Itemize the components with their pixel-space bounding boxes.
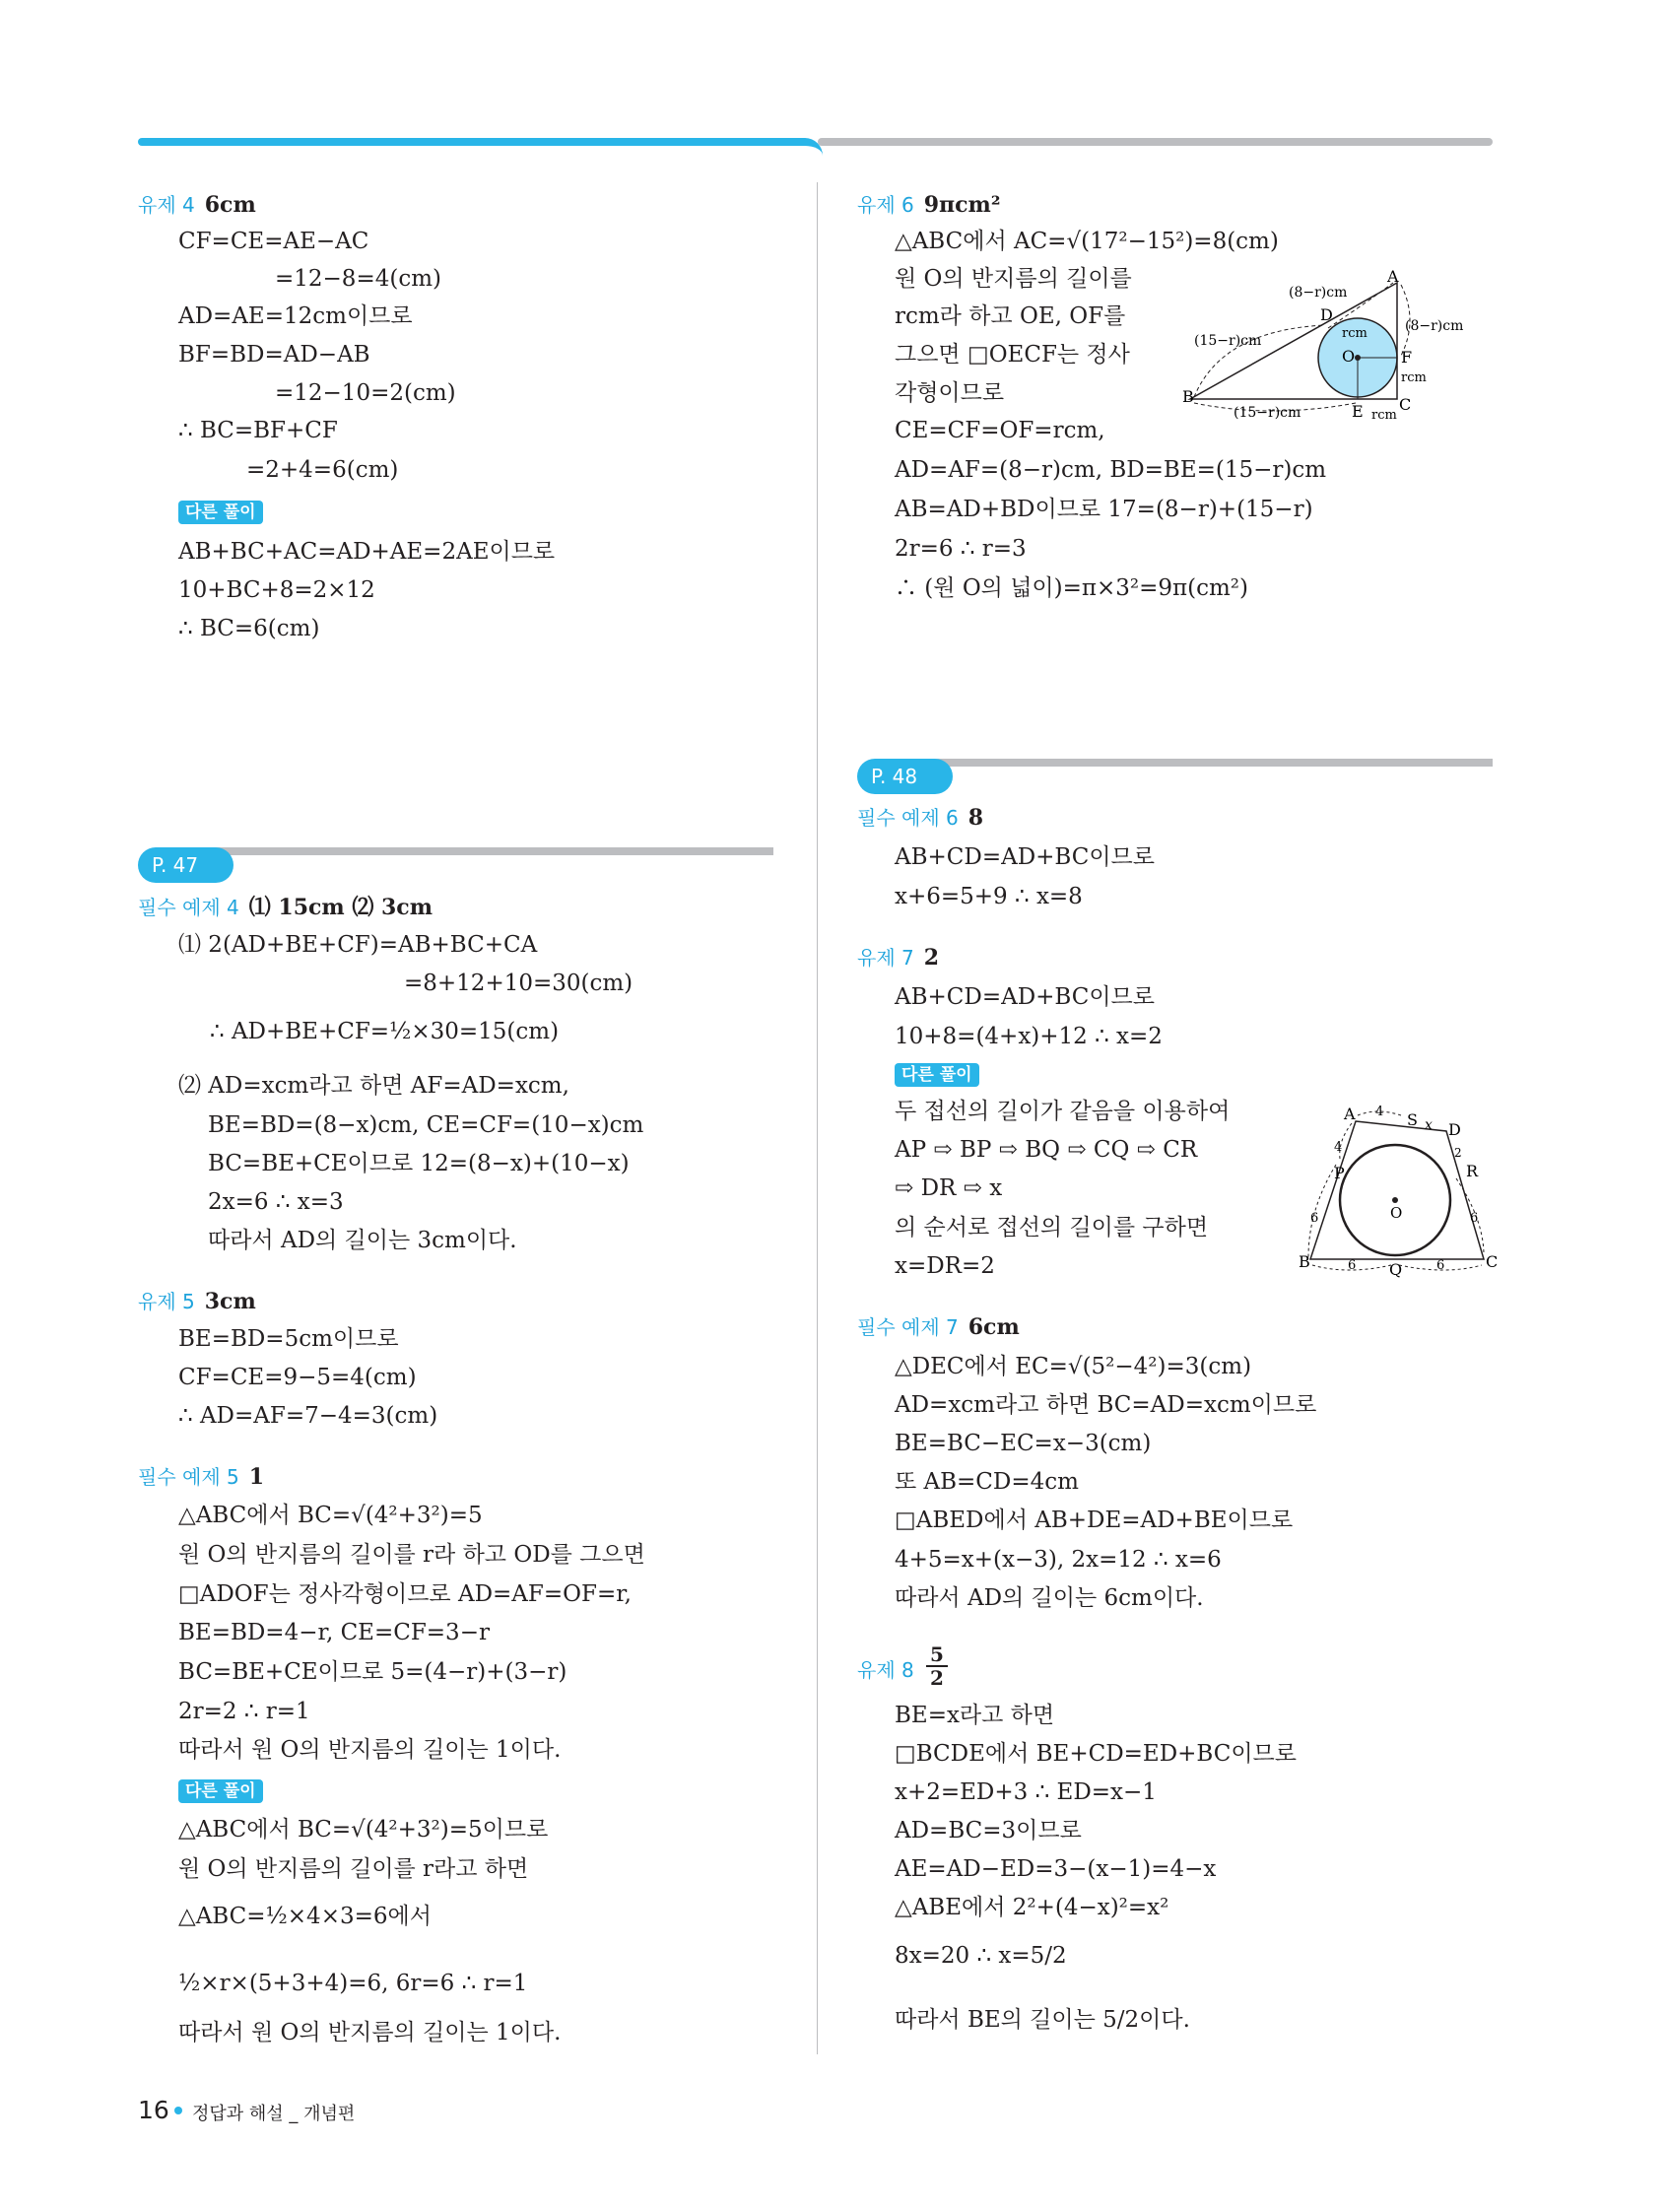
solution-line: =8+12+10=30(cm) — [404, 971, 634, 996]
length-label: (15−r)cm — [1234, 405, 1301, 421]
vertex-label: A — [1387, 267, 1399, 286]
length-label: x — [1425, 1117, 1433, 1133]
page-tab-p48: P. 48 — [857, 759, 953, 794]
pilsu5-answer: 1 — [248, 1464, 265, 1490]
pilsu4-label: 필수 예제 4 — [138, 896, 239, 919]
length-label: (15−r)cm — [1194, 333, 1262, 349]
fraction-denominator: 2 — [926, 1665, 948, 1689]
pilsu4-heading — [138, 893, 433, 922]
vertex-label: S — [1407, 1110, 1418, 1129]
solution-line: AB+CD=AD+BC이므로 — [895, 984, 1155, 1010]
solution-line: CF=CE=AE−AC — [178, 229, 369, 254]
footer-bullet-icon — [174, 2107, 182, 2114]
solution-line: BC=BE+CE이므로 5=(4−r)+(3−r) — [178, 1659, 567, 1685]
solution-line: ⇨ DR ⇨ x — [895, 1175, 1003, 1201]
vertex-label: R — [1466, 1162, 1479, 1180]
length-label: 4 — [1375, 1105, 1384, 1119]
solution-line: △ABE에서 2²+(4−x)²=x² — [895, 1895, 1169, 1920]
yuje6-label: 유제 6 — [857, 193, 914, 217]
solution-line: 그으면 □OECF는 정사 — [895, 342, 1130, 368]
yuje6-heading — [857, 190, 1000, 220]
solution-line: 따라서 AD의 길이는 3cm이다. — [208, 1228, 517, 1253]
header-bar-left — [138, 138, 808, 146]
page-tab-p47: P. 47 — [138, 847, 234, 883]
solution-line: □ABED에서 AB+DE=AD+BE이므로 — [895, 1508, 1294, 1533]
length-label: rcm — [1401, 370, 1427, 385]
vertex-label: B — [1299, 1252, 1310, 1271]
solution-line: ⑴ 2(AD+BE+CF)=AB+BC+CA — [178, 932, 538, 958]
section-rule — [916, 759, 1493, 767]
length-label: rcm — [1371, 408, 1397, 423]
yuje4-answer: 6cm — [204, 192, 256, 218]
vertex-label: E — [1352, 402, 1364, 421]
length-label: (8−r)cm — [1289, 285, 1348, 301]
solution-line: ∴ BC=6(cm) — [178, 616, 320, 641]
alt-solution-badge: 다른 풀이 — [178, 501, 263, 524]
right-triangle-incircle-figure — [1182, 267, 1478, 429]
solution-line: 2x=6 ∴ x=3 — [208, 1189, 344, 1215]
solution-line: BF=BD=AD−AB — [178, 342, 370, 368]
yuje7-label: 유제 7 — [857, 946, 914, 970]
solution-line: =12−10=2(cm) — [275, 380, 456, 406]
fraction-numerator: 5 — [930, 1642, 944, 1666]
solution-line: x+2=ED+3 ∴ ED=x−1 — [895, 1779, 1157, 1805]
vertex-label: D — [1320, 305, 1333, 324]
solution-line: BE=BD=4−r, CE=CF=3−r — [178, 1620, 490, 1645]
vertex-label: P — [1334, 1164, 1345, 1182]
vertex-label: A — [1344, 1105, 1356, 1123]
alt-solution-badge: 다른 풀이 — [178, 1779, 263, 1803]
pilsu5-label: 필수 예제 5 — [138, 1465, 239, 1489]
yuje5-heading — [138, 1287, 256, 1316]
header-bar-right — [818, 138, 1493, 146]
solution-line: 8x=20 ∴ x=5/2 — [895, 1943, 1067, 1969]
vertex-label: C — [1399, 395, 1412, 414]
length-label: rcm — [1342, 326, 1368, 341]
vertex-label: B — [1182, 387, 1194, 406]
length-label: 4 — [1334, 1140, 1343, 1155]
vertex-label: Q — [1389, 1260, 1403, 1279]
solution-line: AD=BC=3이므로 — [895, 1818, 1082, 1843]
length-label: 6 — [1470, 1211, 1479, 1226]
alt-solution-badge: 다른 풀이 — [895, 1063, 979, 1087]
yuje7-answer: 2 — [923, 945, 940, 971]
vertex-label: F — [1401, 348, 1413, 367]
yuje5-answer: 3cm — [204, 1289, 256, 1314]
yuje5-label: 유제 5 — [138, 1290, 195, 1313]
solution-line: AD=xcm라고 하면 BC=AD=xcm이므로 — [895, 1392, 1317, 1418]
yuje8-label: 유제 8 — [857, 1658, 914, 1682]
solution-line: 4+5=x+(x−3), 2x=12 ∴ x=6 — [895, 1547, 1222, 1573]
solution-line: =2+4=6(cm) — [246, 457, 399, 483]
pilsu6-label: 필수 예제 6 — [857, 806, 959, 830]
solution-line: AD=AF=(8−r)cm, BD=BE=(15−r)cm — [895, 457, 1327, 483]
solution-line: ∴ BC=BF+CF — [178, 418, 338, 443]
yuje8-heading — [857, 1655, 914, 1685]
solution-line: 따라서 원 O의 반지름의 길이는 1이다. — [178, 2020, 562, 2045]
length-label: 6 — [1310, 1211, 1319, 1226]
solution-line: AD=AE=12cm이므로 — [178, 303, 413, 329]
quadrilateral-incircle-figure — [1299, 1102, 1499, 1279]
solution-line: BC=BE+CE이므로 12=(8−x)+(10−x) — [208, 1151, 630, 1176]
solution-line: △ABC=½×4×3=6에서 — [178, 1904, 432, 1929]
solution-line: 두 접선의 길이가 같음을 이용하여 — [895, 1099, 1231, 1124]
solution-line: AB+CD=AD+BC이므로 — [895, 844, 1155, 870]
solution-line: 2r=6 ∴ r=3 — [895, 536, 1027, 562]
solution-line: 원 O의 반지름의 길이를 r라고 하면 — [178, 1856, 529, 1882]
solution-line: x+6=5+9 ∴ x=8 — [895, 884, 1083, 909]
solution-line: 10+8=(4+x)+12 ∴ x=2 — [895, 1024, 1163, 1049]
solution-line: □BCDE에서 BE+CD=ED+BC이므로 — [895, 1741, 1297, 1767]
pilsu7-answer: 6cm — [967, 1314, 1020, 1340]
solution-line: 10+BC+8=2×12 — [178, 577, 375, 603]
solution-line: AP ⇨ BP ⇨ BQ ⇨ CQ ⇨ CR — [895, 1137, 1198, 1163]
solution-line: AB+BC+AC=AD+AE=2AE이므로 — [178, 539, 556, 565]
column-divider — [817, 182, 818, 2054]
yuje7-heading — [857, 943, 939, 972]
solution-line: CE=CF=OF=rcm, — [895, 418, 1105, 443]
pilsu7-heading — [857, 1312, 1020, 1342]
solution-line: AE=AD−ED=3−(x−1)=4−x — [895, 1856, 1217, 1882]
solution-line: AB=AD+BD이므로 17=(8−r)+(15−r) — [895, 497, 1313, 522]
solution-line: =12−8=4(cm) — [275, 266, 441, 292]
section-rule — [197, 847, 773, 855]
length-label: 6 — [1436, 1258, 1445, 1273]
pilsu5-heading — [138, 1462, 264, 1492]
solution-line: BE=x라고 하면 — [895, 1703, 1055, 1728]
pilsu7-label: 필수 예제 7 — [857, 1315, 959, 1339]
solution-line: △ABC에서 BC=√(4²+3²)=5이므로 — [178, 1817, 549, 1843]
solution-line: x=DR=2 — [895, 1253, 995, 1279]
solution-line: BE=BD=5cm이므로 — [178, 1326, 399, 1352]
solution-line: △DEC에서 EC=√(5²−4²)=3(cm) — [895, 1354, 1252, 1379]
pilsu4-answer: ⑴ 15cm ⑵ 3cm — [248, 895, 433, 920]
solution-line: ∴ (원 O의 넓이)=π×3²=9π(cm²) — [895, 575, 1248, 601]
page-number: 16 — [138, 2096, 169, 2124]
length-label: 2 — [1454, 1146, 1462, 1160]
vertex-label: C — [1486, 1252, 1499, 1271]
yuje4-label: 유제 4 — [138, 193, 195, 217]
vertex-label: O — [1342, 347, 1356, 366]
center-o — [1355, 355, 1361, 361]
solution-line: △ABC에서 BC=√(4²+3²)=5 — [178, 1503, 483, 1528]
solution-line: ∴ AD=AF=7−4=3(cm) — [178, 1403, 438, 1429]
solution-line: 따라서 BE의 길이는 5/2이다. — [895, 2007, 1190, 2033]
solution-line: □ADOF는 정사각형이므로 AD=AF=OF=r, — [178, 1581, 632, 1607]
length-label: 6 — [1348, 1258, 1357, 1273]
vertex-label: D — [1448, 1120, 1461, 1139]
solution-line: 원 O의 반지름의 길이를 r라 하고 OD를 그으면 — [178, 1542, 645, 1568]
solution-line: ½×r×(5+3+4)=6, 6r=6 ∴ r=1 — [178, 1971, 528, 1996]
solution-line: 의 순서로 접선의 길이를 구하면 — [895, 1215, 1209, 1240]
solution-line: △ABC에서 AC=√(17²−15²)=8(cm) — [895, 229, 1279, 254]
solution-line: 원 O의 반지름의 길이를 — [895, 266, 1132, 292]
yuje8-answer-fraction — [926, 1643, 948, 1689]
solution-line: 각형이므로 — [895, 380, 1005, 406]
yuje4-heading — [138, 190, 256, 220]
yuje6-answer: 9πcm² — [923, 192, 1001, 218]
vertex-label: O — [1390, 1204, 1403, 1222]
solution-line: BE=BD=(8−x)cm, CE=CF=(10−x)cm — [208, 1112, 644, 1138]
solution-line: 2r=2 ∴ r=1 — [178, 1699, 310, 1724]
footer-text: 정답과 해설 _ 개념편 — [192, 2104, 356, 2124]
length-label: (8−r)cm — [1405, 318, 1464, 334]
solution-line: ∴ AD+BE+CF=½×30=15(cm) — [210, 1019, 560, 1044]
solution-line: ⑵ AD=xcm라고 하면 AF=AD=xcm, — [178, 1073, 569, 1099]
solution-line: rcm라 하고 OE, OF를 — [895, 303, 1126, 329]
solution-line: 따라서 원 O의 반지름의 길이는 1이다. — [178, 1737, 562, 1763]
solution-line: BE=BC−EC=x−3(cm) — [895, 1431, 1152, 1456]
pilsu6-heading — [857, 803, 983, 833]
solution-line: 또 AB=CD=4cm — [895, 1469, 1079, 1495]
solution-line: 따라서 AD의 길이는 6cm이다. — [895, 1585, 1204, 1611]
solution-line: CF=CE=9−5=4(cm) — [178, 1365, 417, 1390]
center-o — [1392, 1197, 1398, 1203]
pilsu6-answer: 8 — [967, 805, 984, 831]
